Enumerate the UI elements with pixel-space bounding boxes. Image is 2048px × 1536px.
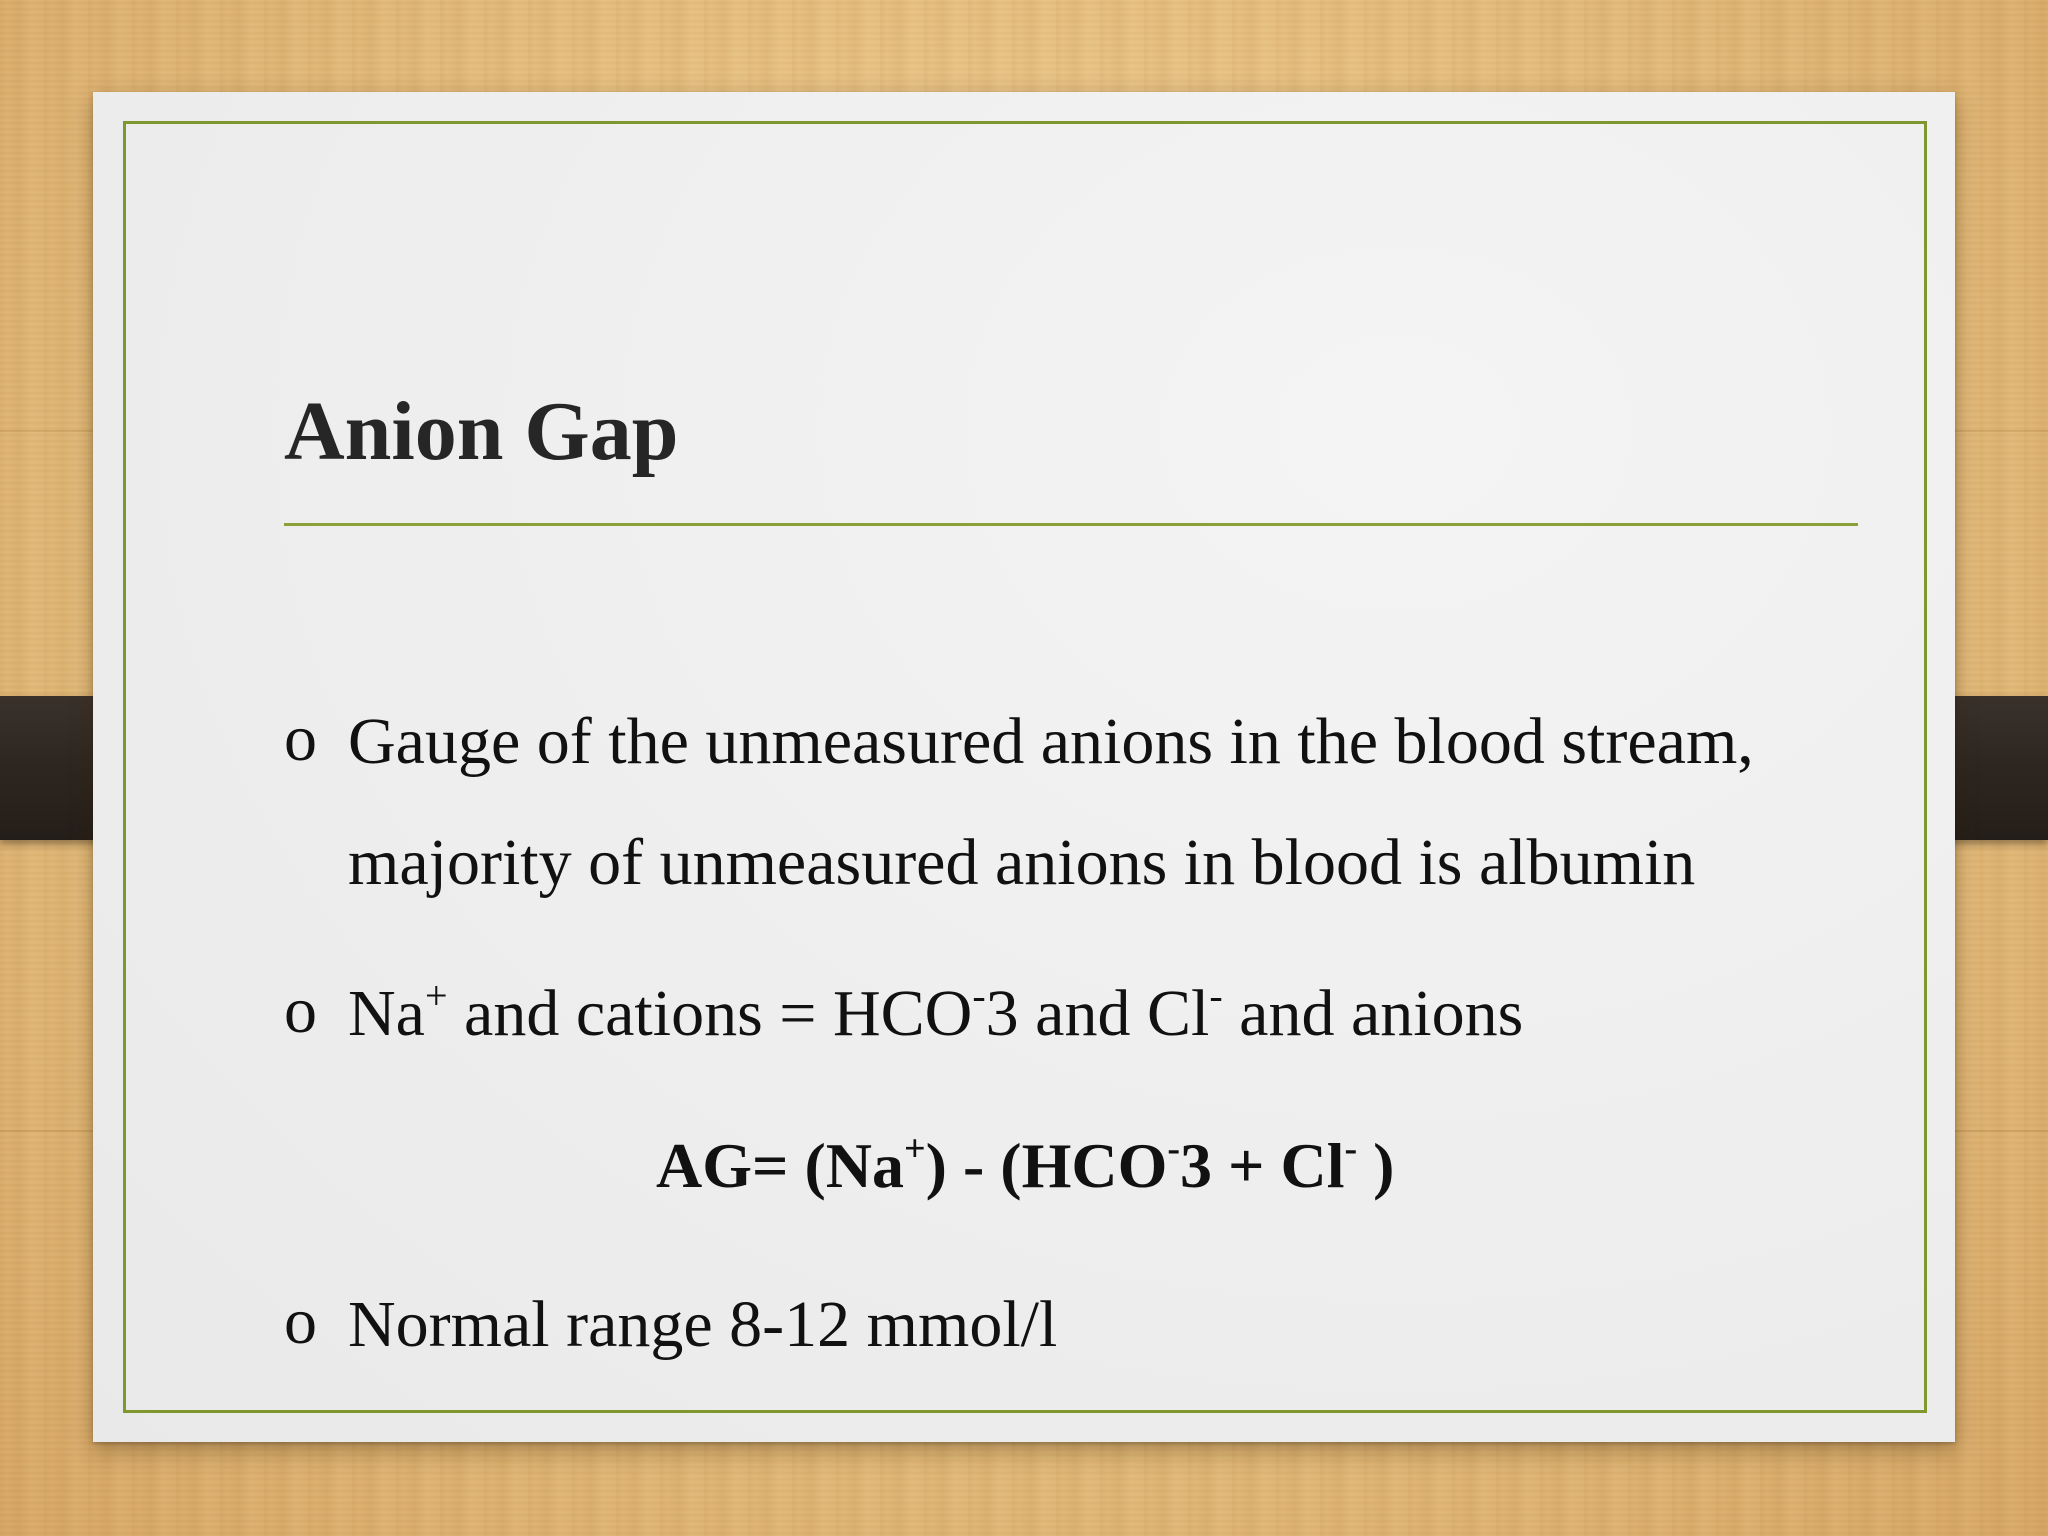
anion-gap-formula: AG= (Na+) - (HCO-3 + Cl- ) (656, 1128, 1395, 1201)
bullet-marker: o (284, 702, 317, 775)
slide-card (93, 92, 1955, 1442)
bullet-marker: o (284, 974, 317, 1047)
bullet-2-text: Na+ and cations = HCO-3 and Cl- and anions (348, 973, 1524, 1050)
slide-title: Anion Gap (284, 385, 679, 478)
bullet-3-text: Normal range 8-12 mmol/l (348, 1288, 1058, 1361)
title-divider (284, 523, 1858, 526)
bullet-1-line-1: Gauge of the unmeasured anions in the blood stream, (348, 705, 1754, 778)
bullet-marker: o (284, 1285, 317, 1358)
bullet-1-line-2: majority of unmeasured anions in blood is albumin (348, 826, 1696, 899)
